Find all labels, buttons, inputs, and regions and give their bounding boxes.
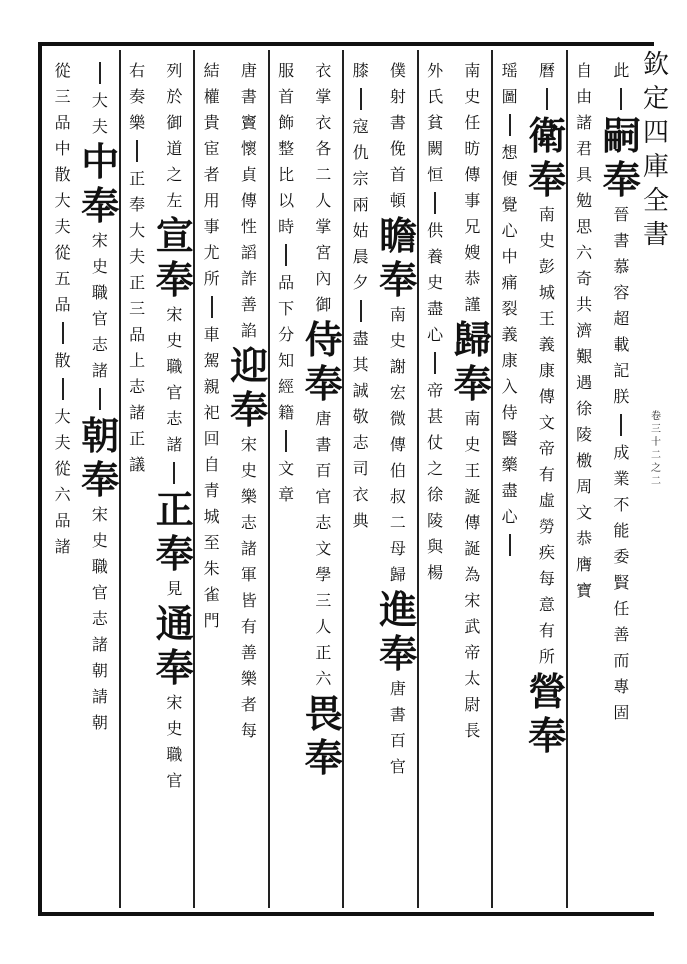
dash-mark (509, 534, 511, 556)
headword: 瞻 奉 (379, 213, 418, 302)
annotation-text: 上 (129, 351, 146, 370)
dash-mark (360, 300, 362, 322)
annotation-text: 宋 史 職 官 志 諸 朝 請 朝 (91, 505, 108, 732)
headword: 嗣 奉 (602, 113, 641, 202)
annotation-text: 志 司 衣 典 (352, 433, 369, 530)
annotation-text: 正 奉 大 夫 正 三 品 (129, 169, 146, 344)
annotation-text: 晉 書 慕 容 超 載 記 朕 (613, 205, 630, 406)
dash-mark (285, 430, 287, 452)
dash-mark (509, 114, 511, 136)
dash-mark (434, 352, 436, 374)
text-column (566, 58, 603, 908)
annotation-text: 唐 書 百 官 志 文 學 三 人 正 六 (315, 409, 332, 688)
text-column (268, 58, 305, 908)
annotation-text: 從 三 品 (54, 61, 71, 132)
headword: 進 奉 (379, 587, 418, 676)
annotation-text: 寇 仇 (352, 117, 369, 162)
annotation-text: 車 駕 親 祀 回 自 青 城 至 朱 雀 門 (203, 325, 220, 630)
headword: 畏 奉 (304, 691, 343, 780)
annotation-text: 大 夫 從 六 品 諸 (54, 407, 71, 556)
headword: 通 奉 (155, 601, 194, 690)
annotation-text: 中 散 大 夫 從 五 品 (54, 139, 71, 314)
annotation-text: 南 史 謝 宏 微 傳 伯 叔 二 母 歸 (389, 305, 406, 584)
annotation-text: 外 氏 貧 闕 恒 (427, 61, 444, 184)
dash-mark (211, 296, 213, 318)
annotation-text: 右 奏 樂 (129, 61, 146, 132)
text-column (305, 58, 342, 908)
text-column (44, 58, 81, 908)
annotation-text: 南 史 王 誕 傳 誕 為 宋 武 帝 太 尉 長 (464, 409, 481, 740)
annotation-text: 膝 (352, 61, 369, 80)
text-column (342, 58, 379, 908)
dash-mark (285, 244, 287, 266)
dash-mark (620, 88, 622, 110)
annotation-text: 宋 史 樂 志 諸 軍 皆 有 善 樂 者 每 (240, 435, 257, 740)
dash-mark (360, 88, 362, 110)
volume-label (646, 410, 666, 560)
annotation-text: 宗 兩 姑 晨 夕 (352, 169, 369, 292)
dash-mark (62, 378, 64, 400)
headword: 朝 奉 (81, 413, 120, 502)
annotation-text: 文 章 (278, 459, 295, 504)
headword: 正 奉 (155, 487, 194, 576)
annotation-text: 史 盡 心 (427, 273, 444, 344)
headword: 宣 奉 (155, 213, 194, 302)
annotation-text: 品 下 分 知 經 籍 (278, 273, 295, 422)
annotation-text: 成 業 不 能 委 賢 任 善 而 專 固 (613, 443, 630, 722)
annotation-text: 宋 史 職 官 志 諸 (91, 231, 108, 380)
headword: 衛 奉 (528, 113, 567, 202)
text-column (454, 58, 491, 908)
annotation-text: 南 史 彭 城 王 義 康 傳 文 帝 有 虛 勞 疾 每 意 有 所 (538, 205, 555, 666)
text-column (491, 58, 528, 908)
text-column (156, 58, 193, 908)
annotation-text: 盡 其 誠 敬 (352, 329, 369, 426)
annotation-text: 唐 書 竇 懷 貞 傳 性 謟 詐 善 諂 (240, 61, 257, 340)
annotation-text: 曆 (538, 61, 555, 80)
dash-mark (62, 322, 64, 344)
annotation-text: 志 諸 正 議 (129, 377, 146, 474)
dash-mark (99, 388, 101, 410)
column-rule (193, 50, 195, 908)
annotation-text: 瑶 圖 (501, 61, 518, 106)
dash-mark (99, 62, 101, 84)
text-column (230, 58, 267, 908)
title-text: 欽 定 四 庫 全 書 (642, 50, 669, 250)
headword: 中 奉 (81, 139, 120, 228)
annotation-text: 散 (54, 351, 71, 370)
text-column (528, 58, 565, 908)
column-rule (491, 50, 493, 908)
annotation-text: 衣 掌 衣 各 二 人 掌 宮 內 御 (315, 61, 332, 314)
side-label-text: 卷 三 十 二 之 二 (651, 411, 661, 487)
text-column (193, 58, 230, 908)
annotation-text: 結 權 貴 宦 者 用 事 尤 所 (203, 61, 220, 288)
annotation-text: 大 夫 (91, 91, 108, 136)
annotation-text: 列 於 御 道 之 左 (166, 61, 183, 210)
headword: 侍 奉 (304, 317, 343, 406)
annotation-text: 自 由 諸 君 具 勉 思 六 奇 共 濟 艱 遇 徐 陵 檄 周 文 恭 膺 寶 (576, 61, 593, 600)
headword: 歸 奉 (453, 317, 492, 406)
column-rule (417, 50, 419, 908)
book-title (636, 48, 676, 278)
text-column (81, 58, 118, 908)
annotation-text: 帝 甚 仗 之 徐 陵 與 楊 (427, 381, 444, 582)
annotation-text: 唐 書 百 官 (389, 679, 406, 776)
dash-mark (620, 414, 622, 436)
column-rule (268, 50, 270, 908)
annotation-text: 服 首 飾 整 比 以 時 (278, 61, 295, 236)
annotation-text: 南 史 任 昉 傳 事 兄 嫂 恭 謹 (464, 61, 481, 314)
text-column (417, 58, 454, 908)
annotation-text: 見 (166, 579, 183, 598)
text-column (119, 58, 156, 908)
text-column (379, 58, 416, 908)
dash-mark (434, 192, 436, 214)
text-column (603, 58, 640, 908)
annotation-text: 供 養 (427, 221, 444, 266)
annotation-text: 宋 史 職 官 (166, 693, 183, 790)
annotation-text: 此 (613, 61, 630, 80)
dash-mark (173, 462, 175, 484)
annotation-text: 僕 射 書 俛 首 頓 (389, 61, 406, 210)
annotation-text: 想 便 覺 心 中 痛 裂 義 康 入 侍 醫 藥 盡 心 (501, 143, 518, 526)
headword: 營 奉 (528, 669, 567, 758)
headword: 迎 奉 (230, 343, 269, 432)
dash-mark (136, 140, 138, 162)
dash-mark (546, 88, 548, 110)
annotation-text: 宋 史 職 官 志 諸 (166, 305, 183, 454)
